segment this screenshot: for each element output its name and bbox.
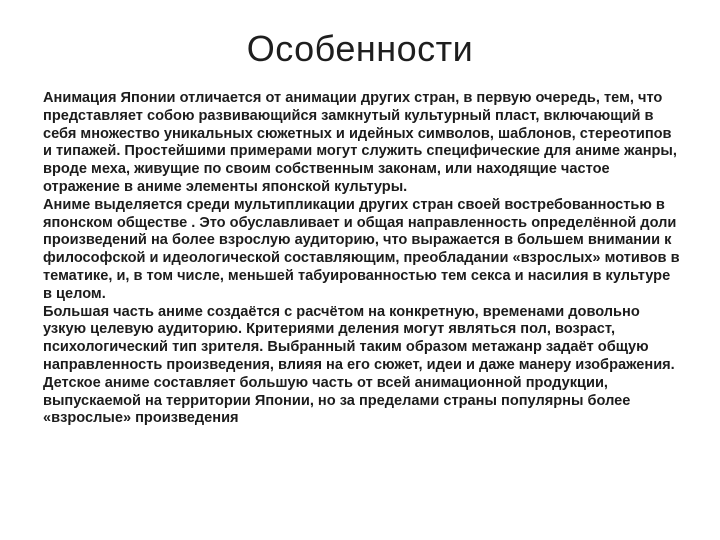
- paragraph-1: Анимация Японии отличается от анимации других стран, в первую очередь, тем, что представляет собою развивающийся замкнутый культурный пласт, включающий в себя множество уникальных сюжетных и идейных символов, шаблонов, стереотипов и типажей. Простейшими примерами могут служить специфические для аниме жанры, вроде меха, живущие по своим собственным законам, или находящие частое отражение в аниме элементы японской культуры.: [43, 90, 677, 195]
- slide-title: Особенности: [246, 28, 474, 69]
- paragraph-2: Аниме выделяется среди мультипликации других стран своей востребованностью в японском обществе . Это обуславливает и общая направленность определённой доли произведений на более взрослую аудиторию, что выражается в большем внимании к философской и идеологической составляющим, преобладании «взрослых» мотивов в тематике, и, в том числе, меньшей табуированностью тем секса и насилия в культуре в целом.: [43, 196, 680, 302]
- slide-body: [43, 90, 683, 428]
- paragraph-3: Большая часть аниме создаётся с расчётом на конкретную, временами довольно узкую целевую аудиторию. Критериями деления могут являться пол, возраст, психологический тип зрителя. Выбранный таким образом метажанр задаёт общую направленность произведения, влияя на его сюжет, идеи и даже манеру изображения. Детское аниме составляет большую часть от всей анимационной продукции, выпускаемой на территории Японии, но за пределами страны популярны более «взрослые» произведения: [43, 303, 675, 427]
